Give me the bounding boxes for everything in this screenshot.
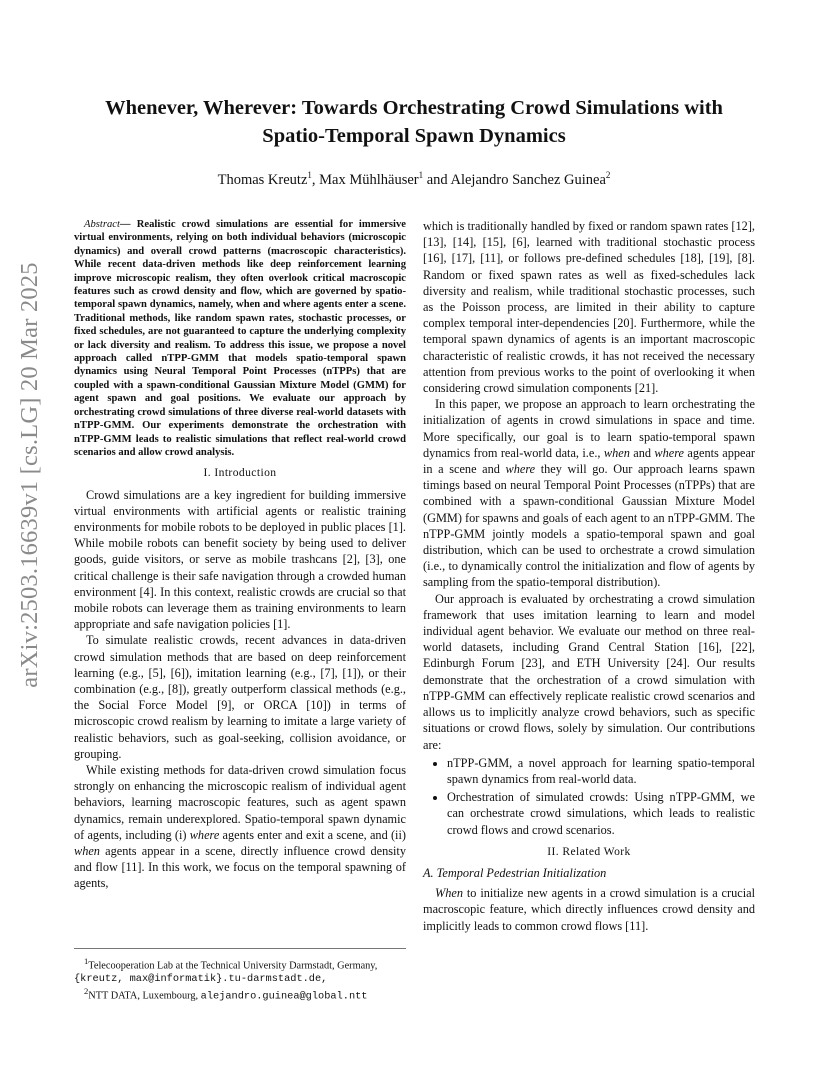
intro-paragraph-3 xyxy=(74,762,406,892)
footnotes xyxy=(74,948,406,1003)
abstract-body: — Realistic crowd simulations are essential for immersive virtual environments, relying on both individual behaviors (microscopic dynamics) and overall crowd patterns (macroscopic characteristics). While recent data-driven methods like deep reinforcement learning improve microscopic realism, they often overlook critical macroscopic features such as crowd density and flow, which are governed by spatio-temporal spawn dynamics, namely, when and where agents enter a scene. Traditional methods, like random spawn rates, stochastic processes, or fixed schedules, are not guaranteed to capture the underlying complexity or lack diversity and realism. To address this issue, we propose a novel approach called nTPP-GMM that models spatio-temporal spawn dynamics using Neural Temporal Point Processes (nTPPs) that are coupled with a spawn-conditional Gaussian Mixture Model (GMM) for agent spawn and goal positions. We evaluate our approach by orchestrating crowd simulations of three diverse real-world datasets with nTPP-GMM. Our experiments demonstrate the orchestration with nTPP-GMM leads to realistic simulations that reflect real-world crowd scenarios and allow crowd analysis. xyxy=(74,219,406,458)
contributions-list xyxy=(423,755,755,838)
intro-p3-part-c: agents appear in a scene, directly influence crowd density and flow [11]. In this work, we focus on the temporal spawning of agents, xyxy=(74,843,406,891)
intro-paragraph-4: which is traditionally handled by fixed or random spawn rates [12], [13], [14], [15], [6], learned with traditional stochastic process [16], [17], [11], or follows pre-defined schedules [18], [19], [8]. Random or fixed spawn rates as well as fixed-schedules lack diversity and realism, while traditional stochastic processes, such as the Poisson process, are limited in their ability to capture complex temporal inter-dependencies [20]. Furthermore, while the temporal spawn dynamics of agents is an important macroscopic characteristic of realistic crowds, it has not received the necessary attention from previous works to the point of overlooking it when considering crowd simulation components [21]. xyxy=(423,219,755,396)
subsection-temporal-initialization: A. Temporal Pedestrian Initialization xyxy=(423,865,607,880)
author-3: and Alejandro Sanchez Guinea xyxy=(423,171,606,188)
intro-p5-part-c: agents appear in a scene and xyxy=(423,445,756,477)
contribution-item-1: • nTPP-GMM, a novel approach for learning spatio-temporal spawn dynamics from real-world data. xyxy=(447,755,755,787)
footnote-2-email: alejandro.guinea@global.ntt xyxy=(200,990,368,1003)
intro-paragraph-6: Our approach is evaluated by orchestrating a crowd simulation framework that uses imitation learning to learn and model individual agent behavior. We evaluate our method on three real-world datasets, including Grand Central Station [16], [22], Edinburgh Forum [23], and ETH University [24]. Our results demonstrate that the orchestration of a crowd simulation with nTPP-GMM can effectively replicate realistic crowd scenarios and allows us to implicitly analyze crowd behaviors, such as specific situations or crowd flows, solely by simulation. Our contributions are: xyxy=(423,591,755,752)
intro-p5-part-a: In this paper, we propose an approach to learn orchestrating the initialization of agents in crowd simulations in space and time. More specifically, our goal is to learn spatio-temporal spawn dynamics from real-world data, i.e., xyxy=(423,397,755,460)
intro-p5-part-d: they will go. Our approach learns spawn timings based on neural Temporal Point Processes (nTPPs) that are combined with a spawn-conditional Gaussian Mixture Model (GMM) for spawns and goals of each agent to an nTPP-GMM. The nTPP-GMM jointly models a spatio-temporal spawn and goal distribution, which can be used to orchestrate a crowd simulation (i.e., to dynamically control the initialization and flow of agents by sampling from the spatio-temporal distribution). xyxy=(423,462,755,590)
intro-p3-part-b: agents enter and exit a scene, and (ii) xyxy=(219,827,406,842)
intro-p5-where-1: where xyxy=(654,445,685,460)
author-2-affil: 1 xyxy=(418,170,424,180)
intro-p5-when: when xyxy=(603,445,630,460)
arxiv-stamp-margin xyxy=(0,0,50,1072)
arxiv-identifier: arXiv:2503.16639v1 [cs.LG] 20 Mar 2025 xyxy=(16,262,43,688)
footnote-2 xyxy=(74,985,406,1003)
intro-p3-where: where xyxy=(189,827,220,842)
footnote-1-email: {kreutz, max@informatik}.tu-darmstadt.de, xyxy=(74,972,328,985)
abstract xyxy=(74,218,406,459)
intro-p3-when: when xyxy=(74,843,100,858)
abstract-lead: Abstract xyxy=(84,219,120,230)
section-introduction-heading: I. Introduction xyxy=(203,466,277,480)
related-when: When xyxy=(435,886,463,901)
intro-paragraph-2: To simulate realistic crowds, recent advances in data-driven crowd simulation methods that are based on deep reinforcement learning (e.g., [5], [6]), imitation learning (e.g., [7], [1]), or their combination (e.g., [8]), greatly outperform classical methods (e.g., the Social Force Model [9], or ORCA [10]) in terms of microscopic crowd realism by learning to imitate a large variety of realistic behaviors, such as goal-seeking, collision avoidance, or grouping. xyxy=(74,633,406,761)
footnote-1 xyxy=(74,955,406,985)
intro-paragraph-5 xyxy=(423,396,755,590)
author-3-affil: 2 xyxy=(605,170,611,180)
footnote-2-mark: 2 xyxy=(84,986,89,997)
footnote-2-text: NTT DATA, Luxembourg, xyxy=(88,990,201,1002)
intro-p3-part-a: While existing methods for data-driven crowd simulation focus strongly on enhancing the microscopic realism of individual agent behaviors, learning macroscopic features, such as agent spawn dynamics, remain underexplored. Spatio-temporal spawn dynamic of agents, including (i) xyxy=(74,762,406,842)
title-line-2: Spatio-Temporal Spawn Dynamics xyxy=(262,125,566,147)
intro-p5-part-b: and xyxy=(629,445,655,460)
section-related-work-heading: II. Related Work xyxy=(547,844,631,858)
paper-title xyxy=(0,94,828,150)
right-column xyxy=(423,218,755,934)
related-work-paragraph-1 xyxy=(423,885,755,934)
contribution-item-2: • Orchestration of simulated crowds: Using nTPP-GMM, we can orchestrate crowd simulations, which leads to realistic crowd flows and crowd scenarios. xyxy=(447,789,755,838)
author-2: , Max Mühlhäuser xyxy=(311,171,419,188)
title-line-1: Whenever, Wherever: Towards Orchestrating Crowd Simulations with xyxy=(105,97,723,119)
left-column xyxy=(74,218,406,892)
intro-p5-where-2: where xyxy=(505,462,536,477)
author-1-affil: 1 xyxy=(307,170,312,180)
intro-paragraph-1: Crowd simulations are a key ingredient for building immersive virtual environments with artificial agents or realistic training environments for mobile robots to be deployed in public places [1]. While mobile robots can benefit society by being used to deliver goods, guide visitors, or serve as mobile trashcans [2], [3], one critical challenge is their safe navigation through a crowded human environment [4]. In this context, realistic crowds are crucial so that mobile robots can leverage them as training environments to learn appropriate and safe navigation policies [1]. xyxy=(74,487,406,632)
footnote-1-text: Telecooperation Lab at the Technical University Darmstadt, Germany, xyxy=(88,960,378,972)
related-body: to initialize new agents in a crowd simulation is a crucial macroscopic feature, which directly influences crowd density and implicitly leads to common crowd flows [11]. xyxy=(423,886,755,933)
author-1: Thomas Kreutz xyxy=(217,171,308,188)
footnote-1-mark: 1 xyxy=(84,956,89,966)
author-list xyxy=(0,170,828,189)
